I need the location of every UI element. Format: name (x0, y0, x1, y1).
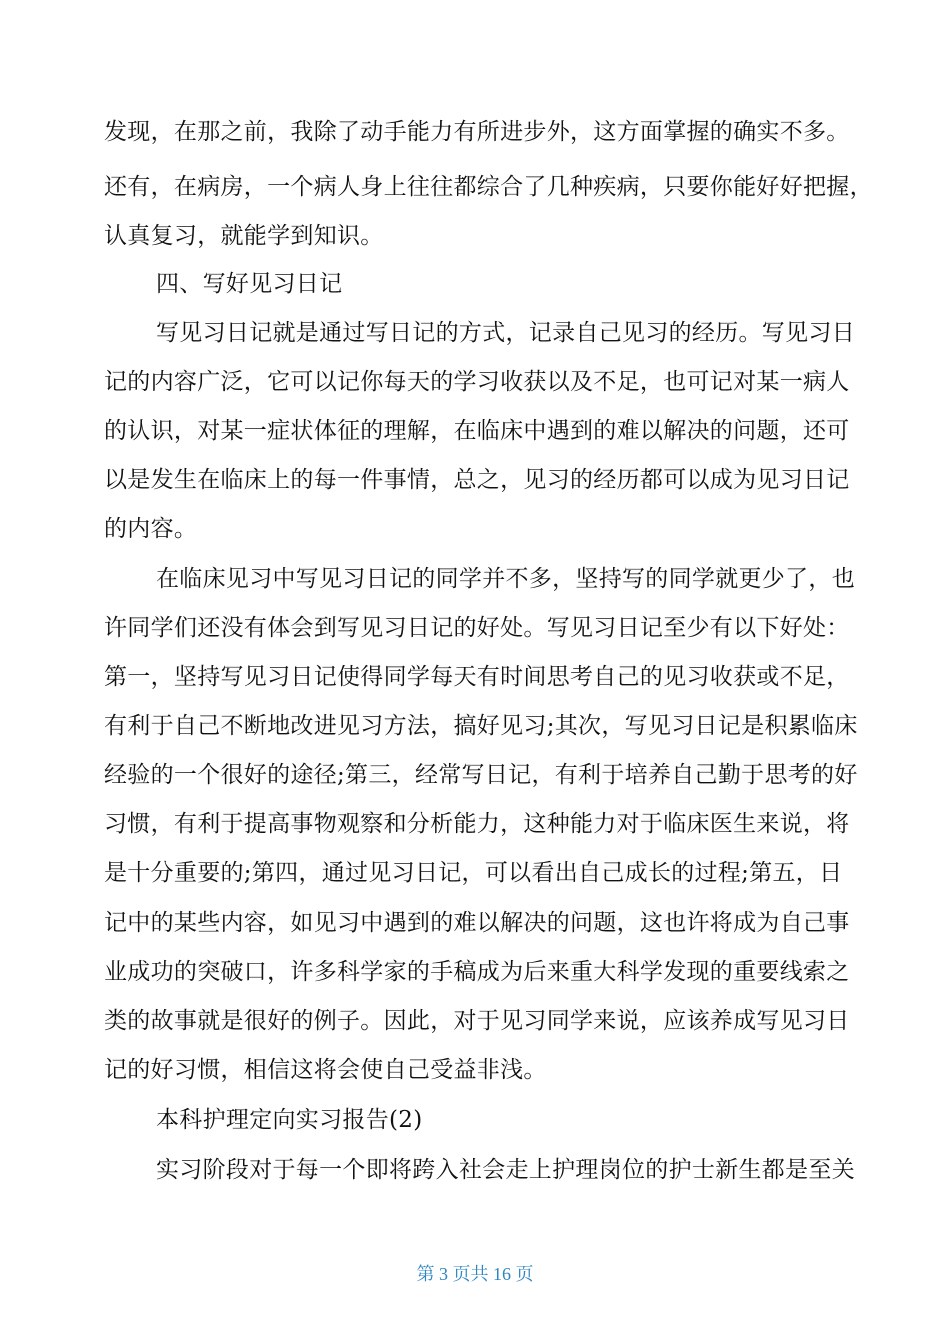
section-heading: 本科护理定向实习报告(2) (156, 1107, 423, 1133)
text-line: 习惯，有利于提高事物观察和分析能力，这种能力对于临床医生来说，将 (104, 811, 850, 837)
text-line: 记的好习惯，相信这将会使自己受益非浅。 (104, 1057, 547, 1083)
text-line: 发现，在那之前，我除了动手能力有所进步外，这方面掌握的确实不多。 (104, 119, 850, 145)
text-line: 记中的某些内容，如见习中遇到的难以解决的问题，这也许将成为自己事 (104, 910, 850, 936)
text-line: 是十分重要的;第四，通过见习日记，可以看出自己成长的过程;第五，日 (104, 860, 843, 886)
text-line: 实习阶段对于每一个即将跨入社会走上护理岗位的护士新生都是至关 (156, 1157, 855, 1183)
text-line: 还有，在病房，一个病人身上往往都综合了几种疾病，只要你能好好把握， (104, 174, 873, 200)
text-line: 的认识，对某一症状体征的理解，在临床中遇到的难以解决的问题，还可 (104, 418, 850, 444)
text-line: 记的内容广泛，它可以记你每天的学习收获以及不足，也可记对某一病人 (104, 369, 850, 395)
text-line: 的内容。 (104, 516, 198, 542)
text-line: 类的故事就是很好的例子。因此，对于见习同学来说，应该养成写见习日 (104, 1008, 850, 1034)
text-line: 经验的一个很好的途径;第三，经常写日记，有利于培养自己勤于思考的好 (104, 762, 858, 788)
text-line: 许同学们还没有体会到写见习日记的好处。写见习日记至少有以下好处： (104, 615, 850, 641)
text-line: 写见习日记就是通过写日记的方式，记录自己见习的经历。写见习日 (156, 320, 855, 346)
text-line: 以是发生在临床上的每一件事情，总之，见习的经历都可以成为见习日记 (104, 467, 850, 493)
text-line: 第一，坚持写见习日记使得同学每天有时间思考自己的见习收获或不足， (104, 664, 850, 690)
page-number-footer: 第 3 页共 16 页 (416, 1264, 534, 1284)
text-line: 有利于自己不断地改进见习方法，搞好见习;其次，写见习日记是积累临床 (104, 713, 858, 739)
text-line: 认真复习，就能学到知识。 (104, 223, 384, 249)
text-line: 在临床见习中写见习日记的同学并不多，坚持写的同学就更少了，也 (156, 566, 855, 592)
section-heading: 四、写好见习日记 (156, 271, 343, 297)
text-line: 业成功的突破口，许多科学家的手稿成为后来重大科学发现的重要线索之 (104, 959, 850, 985)
